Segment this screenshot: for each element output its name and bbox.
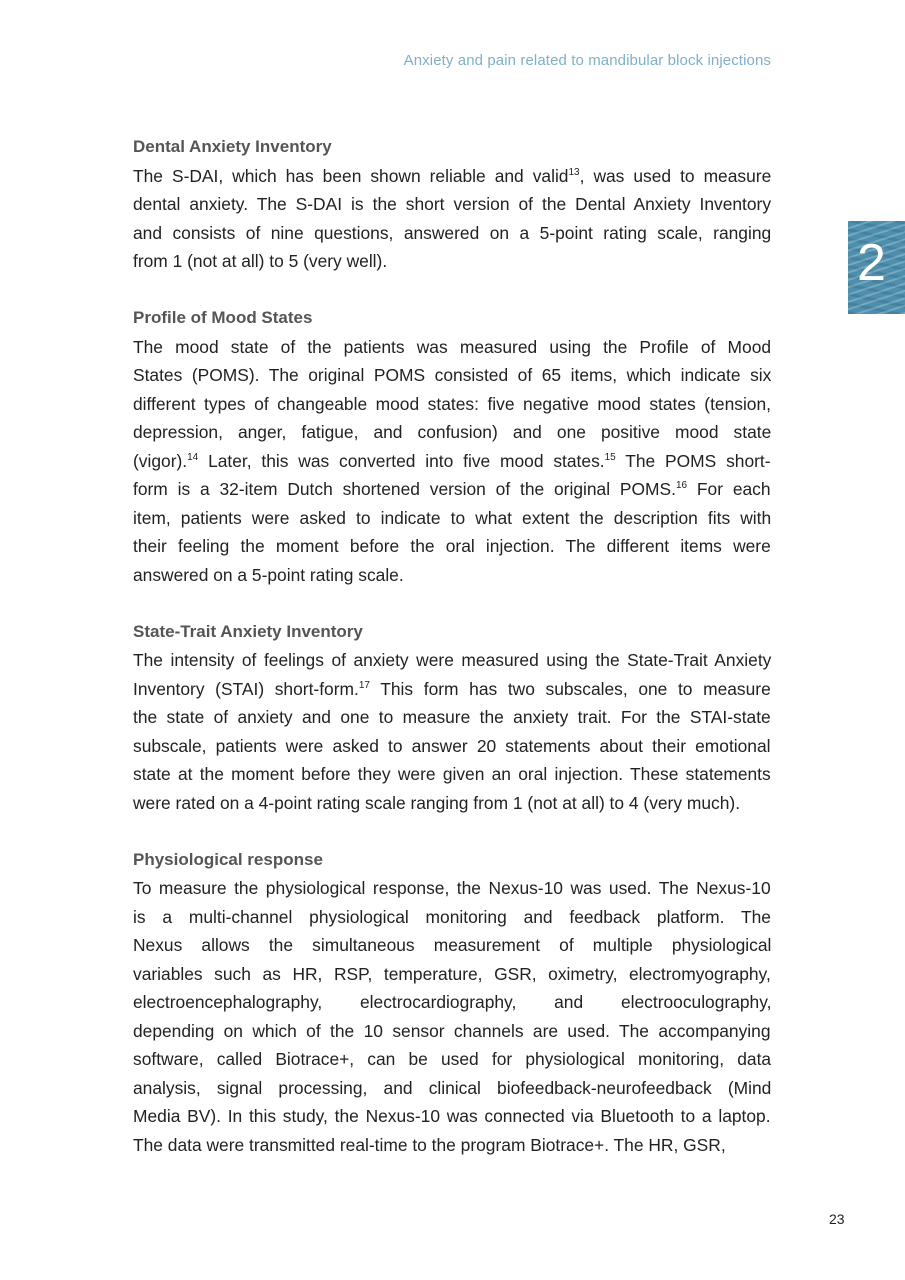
text-run: The POMS short- [615,450,771,471]
text-line [133,903,771,932]
section-heading: State-Trait Anxiety Inventory [133,621,363,641]
text-line [133,1045,771,1074]
text-run: variables such as HR, RSP, temperature, GSR, oximetry, electromyography, [133,963,771,984]
section [133,846,771,1160]
text-run: from 1 (not at all) to 5 (very well). [133,251,388,271]
text-line [133,333,771,362]
text-line [133,447,771,476]
text-line [133,789,771,818]
text-run: Media BV). In this study, the Nexus-10 was connected via Bluetooth to a laptop. [133,1106,771,1126]
text-run: The intensity of feelings of anxiety were measured using the State-Trait Anxiety [133,650,772,670]
text-line [133,561,771,590]
text-run: States (POMS). The original POMS consisted of 65 items, which indicate six [133,365,772,385]
section-heading: Profile of Mood States [133,308,313,327]
text-line [133,418,771,447]
text-run: is a multi-channel physiological monitoring and feedback platform. The [133,906,771,927]
text-line [133,475,771,504]
paragraph [133,333,771,590]
citation-superscript: 17 [358,679,370,691]
citation-superscript: 16 [675,480,688,491]
paragraph [133,162,771,276]
text-run: (vigor). [133,450,188,471]
text-line [133,361,771,390]
section-heading: Physiological response [133,849,323,869]
text-run: For each [687,479,771,499]
text-run: This form has two subscales, one to measure [369,678,771,699]
text-run: The data were transmitted real-time to the program Biotrace+. The HR, GSR, [133,1134,726,1155]
text-run: depression, anger, fatigue, and confusion) and one positive mood state [133,422,772,442]
body-content [133,133,771,1188]
text-run: dental anxiety. The S-DAI is the short version of the Dental Anxiety Inventory [133,194,772,214]
text-run: Inventory (STAI) short-form. [133,678,359,699]
text-run: Nexus allows the simultaneous measurement of multiple physiological [133,935,772,955]
text-run: and consists of nine questions, answered on a 5-point rating scale, ranging [133,222,772,243]
text-run: analysis, signal processing, and clinical biofeedback-neurofeedback (Mind [133,1077,772,1098]
text-run: To measure the physiological response, the Nexus-10 was used. The Nexus-10 [133,878,771,898]
citation-superscript: 14 [187,451,199,463]
text-run: Later, this was converted into five mood states. [198,450,605,471]
text-run: subscale, patients were asked to answer 20 statements about their emotional [133,735,771,756]
text-run: electroencephalography, electrocardiography, and electrooculography, [133,992,772,1012]
text-run: form is a 32-item Dutch shortened version of the original POMS. [133,479,676,499]
text-line [133,760,771,789]
text-line [133,532,771,561]
text-line [133,247,771,276]
section-heading: Dental Anxiety Inventory [133,137,332,156]
text-run: answered on a 5-point rating scale. [133,564,404,585]
paragraph [133,646,771,817]
paragraph [133,874,771,1159]
text-line [133,1102,771,1131]
chapter-number: 2 [857,234,886,292]
text-run: the state of anxiety and one to measure the anxiety trait. For the STAI-state [133,707,771,727]
text-line [133,988,771,1017]
text-line [133,162,771,191]
text-line [133,732,771,761]
text-line [133,960,771,989]
running-head: Anxiety and pain related to mandibular block injections [403,52,771,69]
text-run: , was used to measure [579,165,772,186]
text-line [133,703,771,732]
text-line [133,190,771,219]
text-line [133,874,771,903]
text-run: software, called Biotrace+, can be used for physiological monitoring, data [133,1049,772,1069]
section [133,304,771,589]
page-number: 23 [829,1211,845,1227]
text-line [133,390,771,419]
citation-superscript: 15 [604,451,616,463]
text-run: The mood state of the patients was measured using the Profile of Mood [133,336,772,357]
text-line [133,931,771,960]
text-run: different types of changeable mood states: five negative mood states (tension, [133,393,771,414]
chapter-tab [848,221,905,314]
text-run: their feeling the moment before the oral injection. The different items were [133,536,771,556]
text-line [133,504,771,533]
section [133,618,771,818]
text-run: The S-DAI, which has been shown reliable and valid [133,165,569,186]
text-run: item, patients were asked to indicate to what extent the description fits with [133,507,772,528]
text-line [133,1131,771,1160]
text-run: were rated on a 4-point rating scale ranging from 1 (not at all) to 4 (very much). [133,792,741,813]
section [133,133,771,276]
text-line [133,675,771,704]
text-line [133,646,771,675]
text-line [133,1074,771,1103]
text-run: depending on which of the 10 sensor channels are used. The accompanying [133,1020,771,1041]
text-line [133,219,771,248]
text-run: state at the moment before they were given an oral injection. These statements [133,764,771,784]
citation-superscript: 13 [568,166,580,178]
text-line [133,1017,771,1046]
